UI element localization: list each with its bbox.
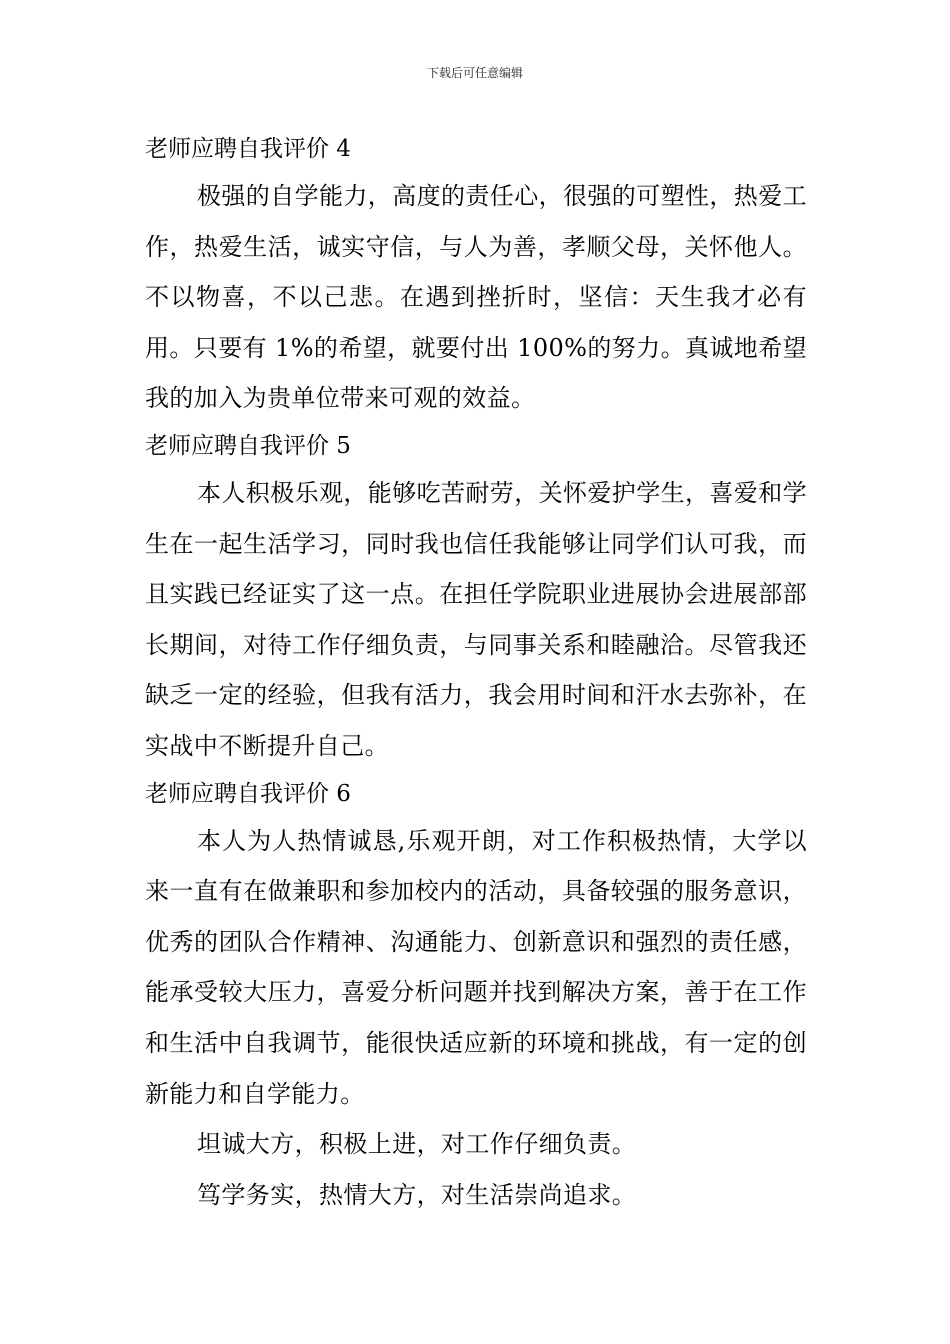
section-title: 老师应聘自我评价 6: [145, 780, 351, 807]
paragraph: 极强的自学能力，高度的责任心，很强的可塑性，热爱工作，热爱生活，诚实守信，与人为善，孝顺父母，关怀他人。不以物喜，不以己悲。在遇到挫折时，坚信：天生我才必有用。只要有 1%的希望，就要付出 100%的努力。真诚地希望我的加入为贵单位带来可观的效益。: [145, 182, 807, 413]
paragraph: 笃学务实，热情大方，对生活崇尚追求。: [197, 1180, 637, 1209]
paragraph: 坦诚大方，积极上进，对工作仔细负责。: [197, 1130, 637, 1159]
section-evaluation-4: [145, 127, 807, 424]
section-evaluation-6: [145, 772, 807, 1221]
document-body: [145, 127, 807, 1220]
section-evaluation-5: [145, 424, 807, 772]
section-title: 老师应聘自我评价 4: [145, 136, 351, 162]
section-title: 老师应聘自我评价 5: [145, 432, 351, 459]
page-header-note: 下载后可任意编辑: [426, 66, 523, 80]
paragraph: 本人为人热情诚恳,乐观开朗，对工作积极热情，大学以来一直有在做兼职和参加校内的活动，具备较强的服务意识，优秀的团队合作精神、沟通能力、创新意识和强烈的责任感，能承受较大压力，喜爱分析问题并找到解决方案，善于在工作和生活中自我调节，能很快适应新的环境和挑战，有一定的创新能力和自学能力。: [145, 826, 807, 1108]
paragraph: 本人积极乐观，能够吃苦耐劳，关怀爱护学生，喜爱和学生在一起生活学习，同时我也信任我能够让同学们认可我，而且实践已经证实了这一点。在担任学院职业进展协会进展部部长期间，对待工作仔细负责，与同事关系和睦融洽。尽管我还缺乏一定的经验，但我有活力，我会用时间和汗水去弥补，在实战中不断提升自己。: [145, 478, 807, 760]
